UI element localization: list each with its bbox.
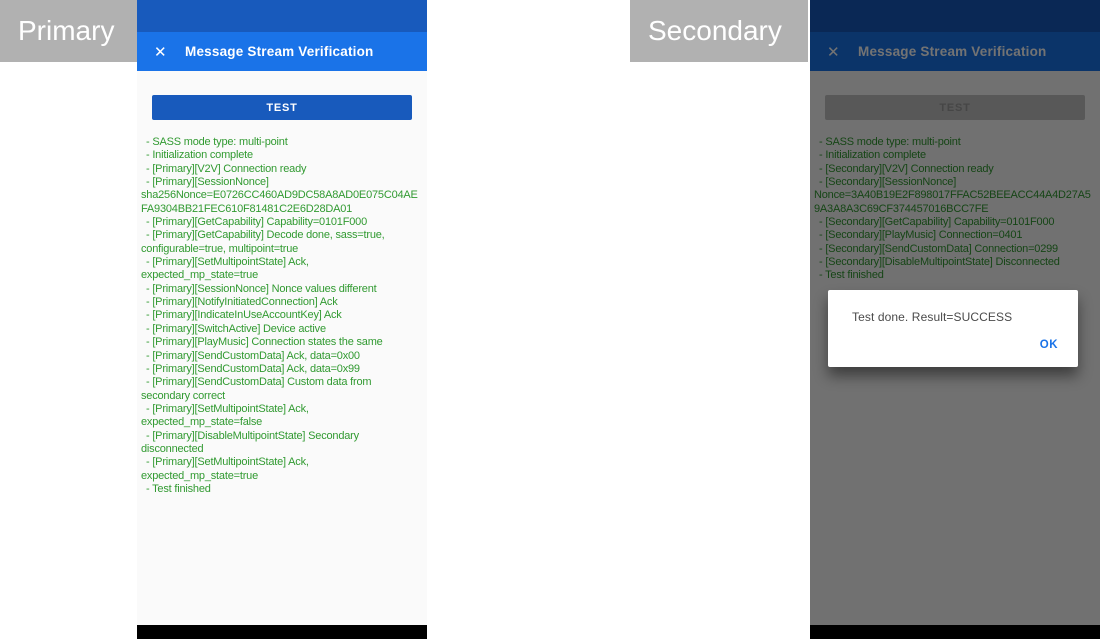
test-button[interactable]: TEST	[152, 95, 412, 120]
log-line: - [Primary][DisableMultipointState] Secondary disconnected	[141, 430, 423, 457]
navigation-bar	[810, 625, 1100, 639]
page-title: Message Stream Verification	[185, 44, 374, 59]
log-line: - [Primary][SetMultipointState] Ack, expected_mp_state=true	[141, 456, 423, 483]
test-result-dialog	[828, 290, 1078, 367]
ok-button[interactable]: OK	[1034, 335, 1064, 355]
status-bar	[137, 0, 427, 32]
log-line: - SASS mode type: multi-point	[141, 136, 423, 149]
log-output	[137, 136, 427, 496]
content-area	[137, 71, 427, 625]
log-line: - Test finished	[141, 483, 423, 496]
log-line: - [Primary][SetMultipointState] Ack, expected_mp_state=false	[141, 403, 423, 430]
log-line: - [Primary][SendCustomData] Custom data from secondary correct	[141, 376, 423, 403]
log-line: - [Primary][SendCustomData] Ack, data=0x00	[141, 350, 423, 363]
log-line: - [Primary][SessionNonce] Nonce values different	[141, 283, 423, 296]
log-line: - [Primary][SessionNonce] sha256Nonce=E0726CC460AD9DC58A8AD0E075C04AEFA9304BB21FEC610F81481C2E6D28DA01	[141, 176, 423, 216]
log-line: - [Primary][GetCapability] Decode done, sass=true, configurable=true, multipoint=true	[141, 229, 423, 256]
log-line: - [Primary][PlayMusic] Connection states the same	[141, 336, 423, 349]
secondary-device-label: Secondary	[630, 0, 808, 62]
log-line: - [Primary][NotifyInitiatedConnection] Ack	[141, 296, 423, 309]
log-line: - Initialization complete	[141, 149, 423, 162]
dialog-message: Test done. Result=SUCCESS	[852, 310, 1013, 324]
log-line: - [Primary][SetMultipointState] Ack, expected_mp_state=true	[141, 256, 423, 283]
log-line: - [Primary][V2V] Connection ready	[141, 163, 423, 176]
log-line: - [Primary][SendCustomData] Ack, data=0x99	[141, 363, 423, 376]
secondary-phone-screen	[810, 0, 1100, 639]
primary-phone-screen	[137, 0, 427, 639]
log-line: - [Primary][GetCapability] Capability=0101F000	[141, 216, 423, 229]
log-line: - [Primary][IndicateInUseAccountKey] Ack	[141, 309, 423, 322]
primary-device-label: Primary	[0, 0, 137, 62]
app-bar	[137, 32, 427, 71]
navigation-bar	[137, 625, 427, 639]
close-icon[interactable]: ✕	[154, 43, 167, 61]
log-line: - [Primary][SwitchActive] Device active	[141, 323, 423, 336]
